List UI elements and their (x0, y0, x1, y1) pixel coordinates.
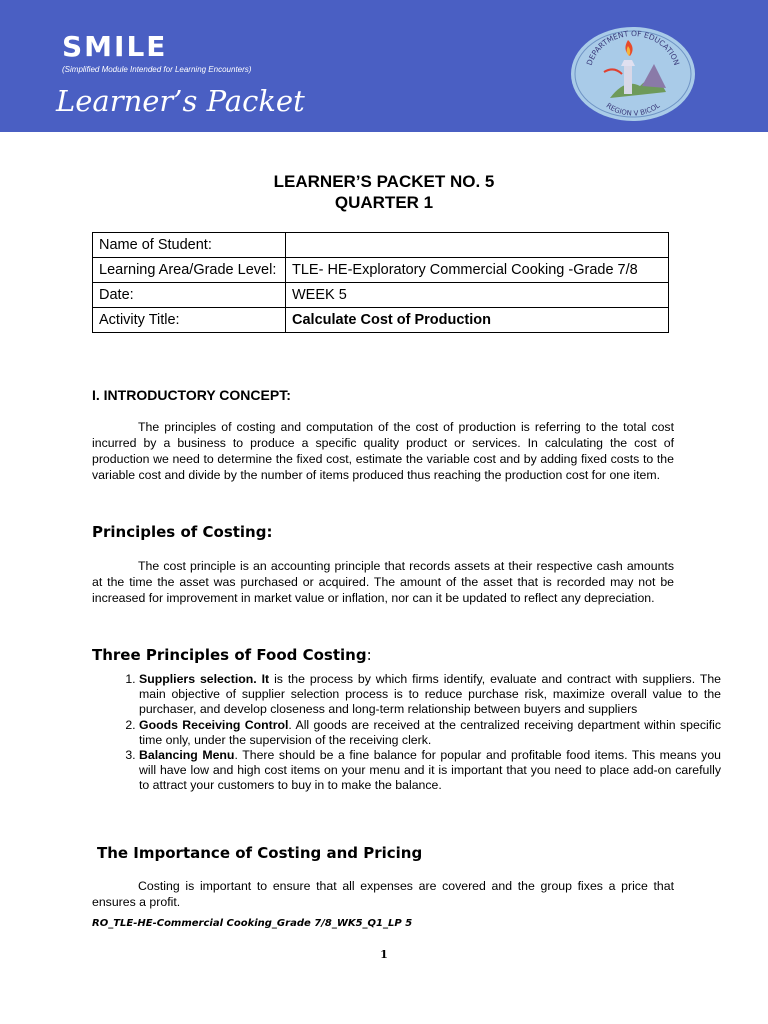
list-item-term: Suppliers selection. It (139, 672, 270, 686)
list-item-text: . All goods are received at the centralized receiving department within specific time only, under the supervision of the receiving clerk. (139, 717, 721, 747)
brand-title: SMILE (62, 30, 168, 63)
info-value: TLE- HE-Exploratory Commercial Cooking -Grade 7/8 (286, 258, 669, 283)
importance-paragraph: Costing is important to ensure that all expenses are covered and the group fixes a price that ensures a profit. (92, 879, 674, 909)
footer-code: RO_TLE-HE-Commercial Cooking_Grade 7/8_WK5_Q1_LP 5 (92, 918, 413, 929)
table-row (93, 233, 669, 258)
packet-label: Learner’s Packet (56, 84, 305, 118)
list-item-term: Balancing Menu (139, 748, 235, 763)
activity-title-value: Calculate Cost of Production (286, 308, 669, 333)
header-banner (0, 0, 768, 132)
introductory-concept-heading: I. INTRODUCTORY CONCEPT: (92, 387, 291, 403)
food-costing-heading (92, 646, 372, 664)
student-name-field[interactable] (286, 233, 669, 258)
table-row (93, 308, 669, 333)
importance-heading: The Importance of Costing and Pricing (97, 844, 423, 862)
introductory-paragraph: The principles of costing and computation of the cost of production is referring to the total cost incurred by a business to produce a specific quality product or services. In calculating the cost of production we need to determine the fixed cost, estimate the variable cost and by adding fixed costs to the variable cost and divide by the number of items produced thus reaching the production cost for one item. (92, 420, 674, 482)
list-item-text: is the process by which firms identify, evaluate and contract with suppliers. The main objective of supplier selection process is to reduce purchase risk, maximize overall value to the purchaser, and develop closeness and long-term relationship between buyers and suppliers (139, 672, 722, 717)
page-number: 1 (380, 948, 388, 961)
info-label: Learning Area/Grade Level: (93, 258, 286, 283)
principles-paragraph: The cost principle is an accounting principle that records assets at their respective cash amounts at the time the asset was purchased or acquired. The amount of the asset that is recorded may not be increased for improvement in market value or inflation, nor can it be updated to reflect any depreciation. (92, 559, 674, 605)
info-value: WEEK 5 (286, 283, 669, 308)
list-item-text: . There should be a fine balance for popular and profitable food items. This means you will have low and high cost items on your menu and it is important that you need to place add-on carefully to attract your customers to buy in to make the balance. (139, 748, 721, 793)
table-row (93, 283, 669, 308)
deped-seal-logo (570, 26, 696, 122)
food-costing-heading-text: Three Principles of Food Costing (92, 646, 367, 664)
brand-subtitle: (Simplified Module Intended for Learning Encounters) (62, 65, 252, 74)
student-info-table (92, 232, 669, 333)
food-costing-list (92, 672, 721, 794)
svg-text:DEPARTMENT OF EDUCATION: DEPARTMENT OF EDUCATION (584, 28, 682, 67)
quarter-title: QUARTER 1 (334, 193, 434, 212)
table-row (93, 258, 669, 283)
info-label: Name of Student: (93, 233, 286, 258)
list-item-term: Goods Receiving Control (139, 717, 289, 732)
svg-text:REGION V BICOL: REGION V BICOL (604, 101, 662, 118)
info-label: Date: (93, 283, 286, 308)
food-costing-heading-colon: : (366, 646, 372, 664)
list-item (139, 748, 721, 794)
info-label: Activity Title: (93, 308, 286, 333)
packet-title: LEARNER’S PACKET NO. 5 (273, 172, 495, 191)
list-item (139, 718, 721, 748)
list-item (139, 672, 721, 718)
principles-of-costing-heading: Principles of Costing: (92, 523, 273, 541)
